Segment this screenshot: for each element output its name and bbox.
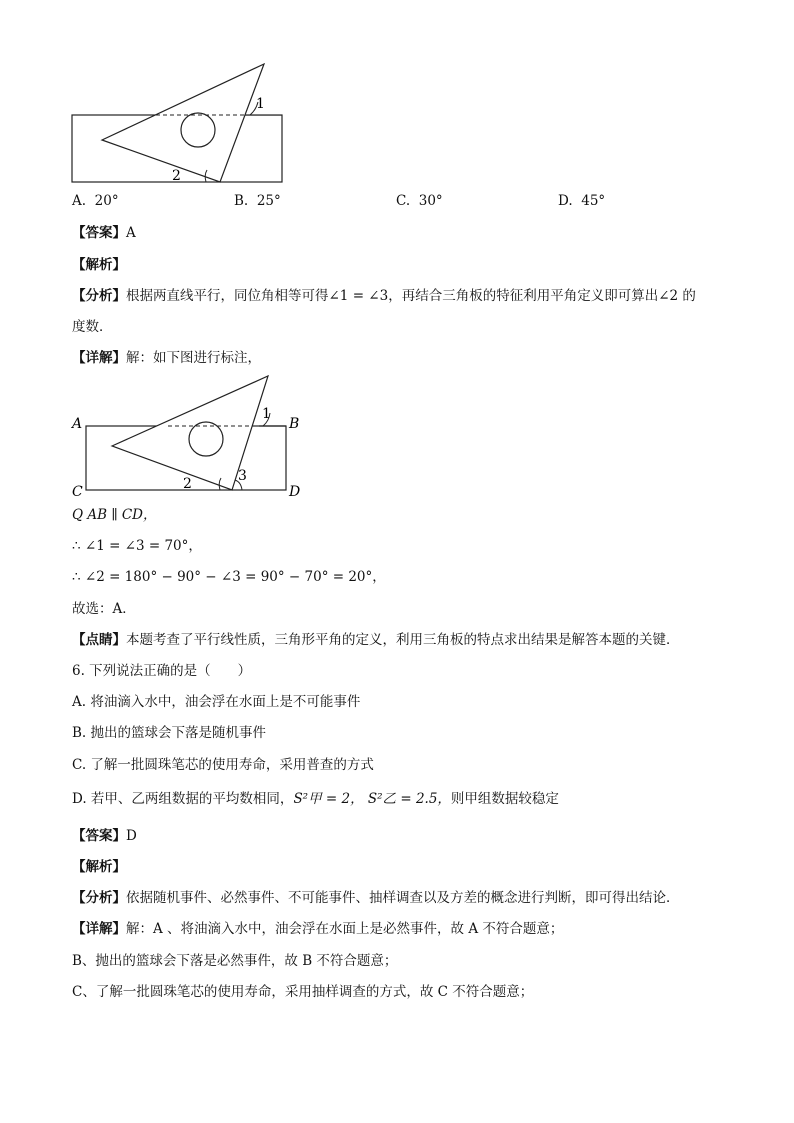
q5-fenxi: 【分析】根据两直线平行，同位角相等可得∠1 = ∠3，再结合三角板的特征利用平角定义即可算出∠2 的 [72,288,696,304]
angle-2-label-2: 2 [183,476,192,492]
q5-step3: ∴ ∠2 = 180° − 90° − ∠3 = 90° − 70° = 20°， [72,569,386,585]
q6-fenxi: 【分析】依据随机事件、必然事件、不可能事件、抽样调查以及方差的概念进行判断，即可得出结论． [72,890,680,906]
angle-1-label-2: 1 [262,406,271,422]
q5-detail: 【详解】解：如下图进行标注， [72,350,261,366]
q6-option-d: D. 若甲、乙两组数据的平均数相同，S²甲 = 2， S²乙 = 2.5，则甲组数据较稳定 [72,791,559,807]
q6-option-b: B. 抛出的篮球会下落是随机事件 [72,725,267,741]
figure-triangle-ruler-1 [66,58,296,188]
q6-answer: 【答案】D [72,828,137,844]
point-c-label: C [72,484,83,500]
angle-3-label-2: 3 [238,468,247,484]
option-a: A. 20° [72,193,119,209]
point-d-label: D [289,484,301,500]
angle-1-label: 1 [256,96,265,112]
point-a-label: A [72,416,83,432]
q5-step1: Q AB ∥ CD， [72,507,157,523]
option-d: D. 45° [558,193,606,209]
q6-analysis-heading: 【解析】 [72,859,126,875]
q6-line-b: B、抛出的篮球会下落是必然事件，故 B 不符合题意； [72,953,398,969]
q6-line-c: C、了解一批圆珠笔芯的使用寿命，采用抽样调查的方式，故 C 不符合题意； [72,984,534,1000]
q6-option-a: A. 将油滴入水中，油会浮在水面上是不可能事件 [72,694,361,710]
angle-2-label: 2 [172,168,181,184]
q5-fenxi-cont: 度数． [72,319,113,335]
q5-comment: 【点睛】本题考查了平行线性质，三角形平角的定义，利用三角板的特点求出结果是解答本题的关键． [72,632,680,648]
q6-question: 6. 下列说法正确的是（ ） [72,663,252,679]
q5-analysis-heading: 【解析】 [72,257,126,273]
q6-detail: 【详解】解：A 、将油滴入水中，油会浮在水面上是必然事件，故 A 不符合题意； [72,921,564,937]
q5-choose: 故选：A． [72,601,136,617]
q5-answer: 【答案】A [72,225,136,241]
q5-step2: ∴ ∠1 = ∠3 = 70°， [72,538,202,554]
option-b: B. 25° [234,193,281,209]
option-c: C. 30° [396,193,443,209]
point-b-label: B [289,416,300,432]
q6-option-c: C. 了解一批圆珠笔芯的使用寿命，采用普查的方式 [72,757,374,773]
figure-triangle-ruler-2 [70,370,310,502]
